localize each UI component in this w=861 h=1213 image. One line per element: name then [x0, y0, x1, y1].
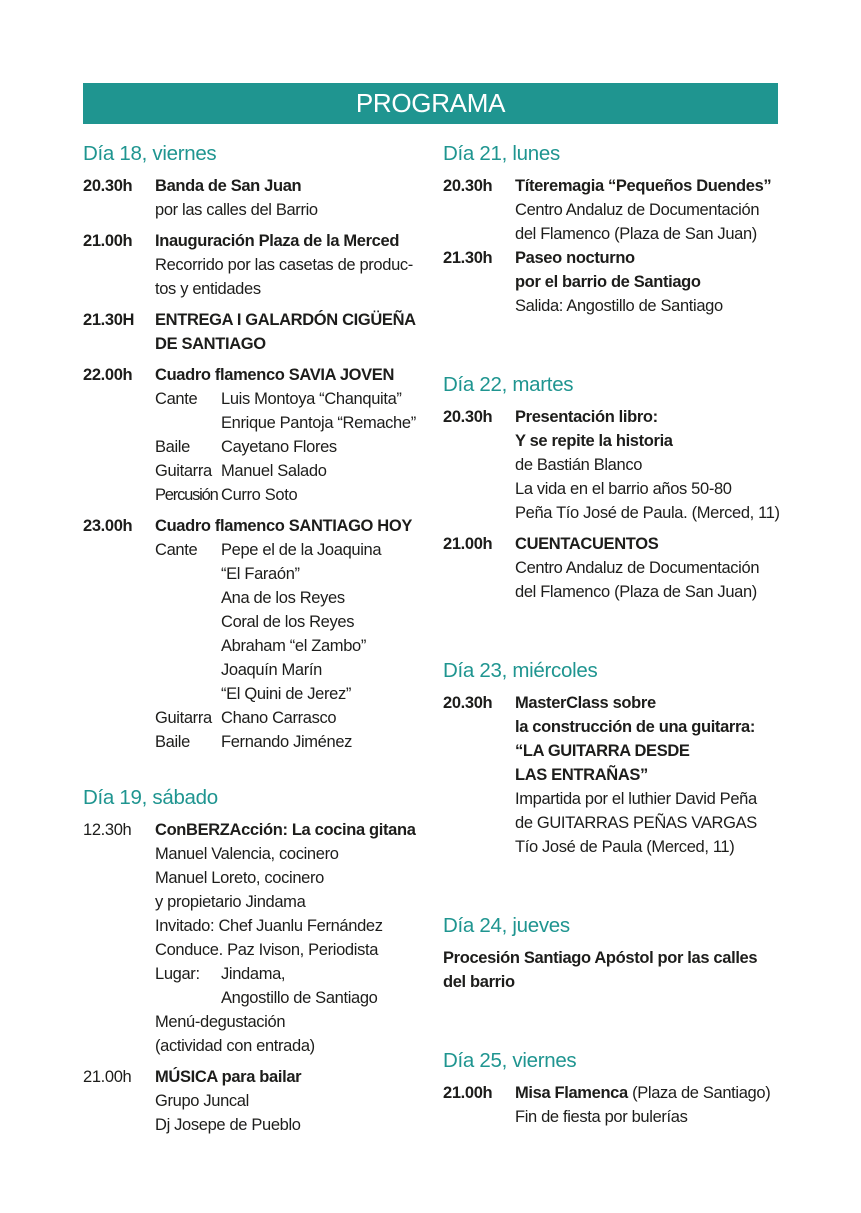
event-detail: Invitado: Chef Juanlu Fernández: [155, 917, 383, 935]
event-detail: por las calles del Barrio: [155, 201, 318, 219]
event-time: 21.00h: [83, 1068, 132, 1086]
event-detail: (actividad con entrada): [155, 1037, 315, 1055]
event-time: 21.00h: [443, 1084, 493, 1102]
event-title: Y se repite la historia: [515, 432, 673, 450]
performer-row: [155, 387, 428, 411]
performer-row: [155, 538, 428, 562]
event-detail: Tío José de Paula (Merced, 11): [515, 838, 735, 856]
performer-row: [155, 435, 428, 459]
event-title: Cuadro flamenco SANTIAGO HOY: [155, 517, 412, 535]
event-item: [443, 405, 783, 525]
role-label: Baile: [155, 438, 190, 456]
event-place: (Plaza de Santiago): [627, 1084, 771, 1102]
performer-name: Abraham “el Zambo”: [221, 637, 367, 655]
right-column: [443, 141, 783, 1136]
event-title: Misa Flamenca: [515, 1084, 628, 1102]
event-detail: Manuel Valencia, cocinero: [155, 845, 339, 863]
spacer: [443, 1001, 783, 1048]
event-time: 21.30H: [83, 311, 135, 329]
procession-text: [443, 946, 783, 994]
event-item: [443, 691, 783, 859]
event-detail: Centro Andaluz de Documentación: [515, 559, 760, 577]
day-heading-18: Día 18, viernes: [83, 142, 217, 165]
venue-label: Lugar:: [155, 965, 200, 983]
event-detail: Dj Josepe de Pueblo: [155, 1116, 301, 1134]
event-time: 22.00h: [83, 366, 133, 384]
event-detail: tos y entidades: [155, 280, 261, 298]
event-item: [443, 246, 783, 318]
event-detail: Menú-degustación: [155, 1013, 286, 1031]
event-title: ENTREGA I GALARDÓN CIGÜEÑA: [155, 311, 416, 329]
event-time: 21.30h: [443, 249, 493, 267]
event-title: CUENTACUENTOS: [515, 535, 659, 553]
performer-name: Enrique Pantoja “Remache”: [221, 414, 416, 432]
performer-row: [155, 706, 428, 730]
event-detail: del Flamenco (Plaza de San Juan): [515, 583, 757, 601]
event-item: [83, 229, 428, 301]
event-title: por el barrio de Santiago: [515, 273, 701, 291]
procession-line: del barrio: [443, 973, 515, 991]
event-detail: Manuel Loreto, cocinero: [155, 869, 324, 887]
event-detail: Peña Tío José de Paula. (Merced, 11): [515, 504, 780, 522]
spacer: [443, 611, 783, 658]
performer-name: Coral de los Reyes: [221, 613, 355, 631]
event-title: Títeremagia “Pequeños Duendes”: [515, 177, 772, 195]
day-heading-22: Día 22, martes: [443, 373, 574, 396]
day-heading-24: Día 24, jueves: [443, 914, 570, 937]
performer-row: [155, 483, 428, 507]
event-title: MasterClass sobre: [515, 694, 656, 712]
performer-row: [155, 730, 428, 754]
event-item: [443, 174, 783, 246]
event-title: LAS ENTRAÑAS”: [515, 766, 648, 784]
day-heading-23: Día 23, miércoles: [443, 659, 598, 682]
performer-name: Fernando Jiménez: [221, 733, 353, 751]
role-label: Percusión: [155, 486, 218, 504]
event-time: 20.30h: [83, 177, 133, 195]
performer-name: Curro Soto: [221, 486, 298, 504]
performer-row: [155, 459, 428, 483]
event-detail: Salida: Angostillo de Santiago: [515, 297, 723, 315]
performer-name: Manuel Salado: [221, 462, 327, 480]
event-time: 21.00h: [443, 535, 493, 553]
spacer: [83, 761, 428, 785]
event-detail: Recorrido por las casetas de produc-: [155, 256, 413, 274]
event-title: ConBERZAcción: La cocina gitana: [155, 821, 416, 839]
event-title: DE SANTIAGO: [155, 335, 266, 353]
program-banner: [83, 83, 778, 124]
day-heading-25: Día 25, viernes: [443, 1049, 577, 1072]
event-detail: de GUITARRAS PEÑAS VARGAS: [515, 814, 757, 832]
event-detail: La vida en el barrio años 50-80: [515, 480, 732, 498]
event-detail: Impartida por el luthier David Peña: [515, 790, 757, 808]
event-title: MÚSICA para bailar: [155, 1068, 302, 1086]
event-item: [83, 818, 428, 1058]
left-column: [83, 141, 428, 1144]
day-heading-19: Día 19, sábado: [83, 786, 218, 809]
procession-line: Procesión Santiago Apóstol por las calles: [443, 949, 758, 967]
role-label: Baile: [155, 733, 190, 751]
role-label: Guitarra: [155, 462, 212, 480]
event-item: [443, 532, 783, 604]
event-item: [83, 514, 428, 754]
day-heading-21: Día 21, lunes: [443, 142, 560, 165]
event-detail: de Bastián Blanco: [515, 456, 643, 474]
event-title: Paseo nocturno: [515, 249, 635, 267]
event-detail: Grupo Juncal: [155, 1092, 249, 1110]
event-title: “LA GUITARRA DESDE: [515, 742, 690, 760]
venue-name: Jindama,: [221, 965, 286, 983]
event-detail: Angostillo de Santiago: [221, 989, 378, 1007]
event-time: 21.00h: [83, 232, 133, 250]
event-detail: del Flamenco (Plaza de San Juan): [515, 225, 757, 243]
event-item: [83, 308, 428, 356]
role-label: Guitarra: [155, 709, 212, 727]
role-label: Cante: [155, 541, 198, 559]
event-item: [83, 174, 428, 222]
performer-name: Ana de los Reyes: [221, 589, 345, 607]
event-time: 23.00h: [83, 517, 133, 535]
event-item: [443, 1081, 783, 1129]
spacer: [443, 325, 783, 372]
event-item: [83, 363, 428, 507]
performer-name: Joaquín Marín: [221, 661, 322, 679]
banner-title: PROGRAMA: [355, 88, 506, 118]
event-detail: Conduce. Paz Ivison, Periodista: [155, 941, 379, 959]
spacer: [443, 866, 783, 913]
performer-name: Cayetano Flores: [221, 438, 337, 456]
event-title: Banda de San Juan: [155, 177, 302, 195]
event-title: Presentación libro:: [515, 408, 658, 426]
event-time: 12.30h: [83, 821, 132, 839]
event-item: [83, 1065, 428, 1137]
event-detail: Fin de fiesta por bulerías: [515, 1108, 688, 1126]
event-time: 20.30h: [443, 694, 493, 712]
performer-name: Pepe el de la Joaquina: [221, 541, 382, 559]
event-time: 20.30h: [443, 177, 493, 195]
event-time: 20.30h: [443, 408, 493, 426]
venue-row: [155, 962, 428, 986]
event-title: Inauguración Plaza de la Merced: [155, 232, 400, 250]
role-label: Cante: [155, 390, 198, 408]
event-title-line: [515, 1081, 783, 1105]
event-title: la construcción de una guitarra:: [515, 718, 756, 736]
event-detail: y propietario Jindama: [155, 893, 306, 911]
performer-name: Chano Carrasco: [221, 709, 337, 727]
performer-name: “El Quini de Jerez”: [221, 685, 351, 703]
event-detail: Centro Andaluz de Documentación: [515, 201, 760, 219]
performer-name: “El Faraón”: [221, 565, 300, 583]
event-title: Cuadro flamenco SAVIA JOVEN: [155, 366, 395, 384]
performer-name: Luis Montoya “Chanquita”: [221, 390, 402, 408]
